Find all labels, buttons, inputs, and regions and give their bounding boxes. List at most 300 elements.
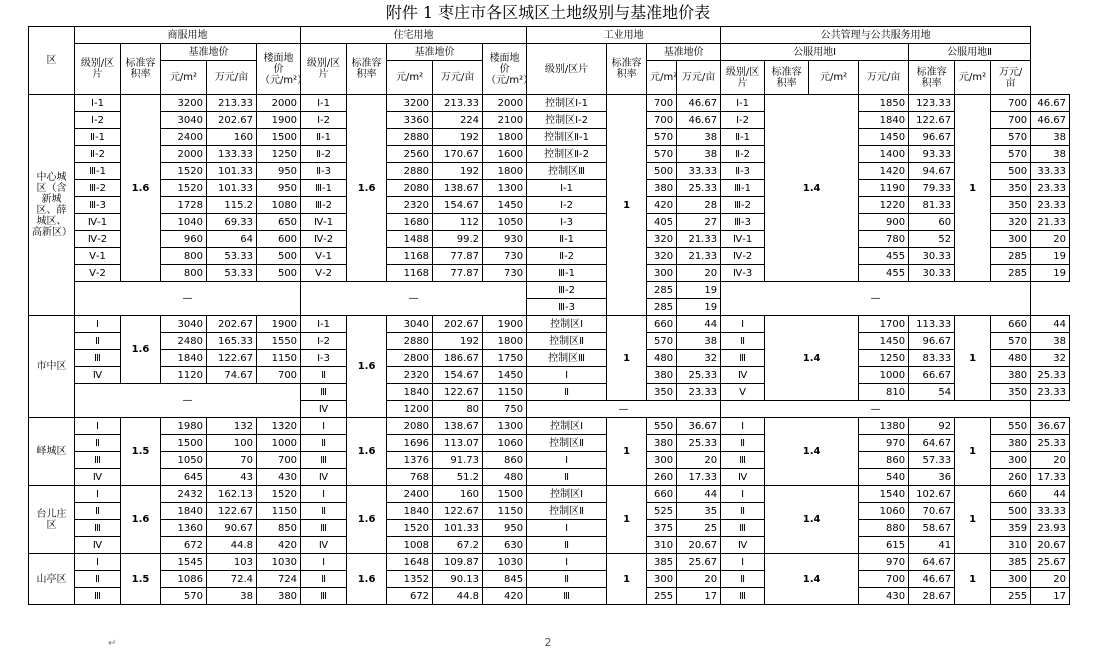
public1-yuan: 1420 — [859, 163, 909, 180]
residential-wan: 224 — [433, 112, 483, 129]
header-base-price: 基准地价 — [161, 44, 257, 61]
residential-wan: 77.87 — [433, 248, 483, 265]
public2-wan: 33.33 — [1031, 163, 1070, 180]
commercial-wan: 38 — [207, 588, 257, 605]
industrial-wan: 38 — [677, 129, 721, 146]
commercial-wan: 202.67 — [207, 316, 257, 333]
industrial-wan: 21.33 — [677, 231, 721, 248]
residential-wan: 109.87 — [433, 554, 483, 571]
industrial-yuan: 285 — [647, 299, 677, 316]
public2-wan: 38 — [1031, 129, 1070, 146]
residential-floor: 1150 — [483, 503, 527, 520]
residential-far: 1.6 — [347, 554, 387, 605]
commercial-yuan: 3200 — [161, 95, 207, 112]
residential-wan: 154.67 — [433, 367, 483, 384]
commercial-yuan: 1120 — [161, 367, 207, 384]
industrial-yuan: 320 — [647, 231, 677, 248]
residential-floor: 1800 — [483, 163, 527, 180]
table-row — [29, 486, 1070, 503]
residential-yuan: 3360 — [387, 112, 433, 129]
public1-yuan: 1700 — [859, 316, 909, 333]
industrial-far: 1 — [607, 316, 647, 401]
public2-wan: 46.67 — [1031, 95, 1070, 112]
residential-wan: 113.07 — [433, 435, 483, 452]
commercial-wan: 70 — [207, 452, 257, 469]
commercial-yuan: 960 — [161, 231, 207, 248]
commercial-level: Ⅰ — [75, 554, 121, 571]
residential-yuan: 1840 — [387, 503, 433, 520]
district-name: 中心城区（含新城区、薛城区、高新区） — [29, 95, 75, 316]
industrial-yuan: 420 — [647, 197, 677, 214]
residential-wan: 138.67 — [433, 418, 483, 435]
public2-far: 1 — [955, 486, 991, 554]
public1-wan: 83.33 — [909, 350, 955, 367]
header-yuan: 元/m² — [647, 61, 677, 95]
commercial-yuan: 1980 — [161, 418, 207, 435]
commercial-floor: 500 — [257, 265, 301, 282]
public1-wan: 30.33 — [909, 248, 955, 265]
residential-floor: 1600 — [483, 146, 527, 163]
table-row — [29, 146, 1070, 163]
residential-level: Ⅳ — [301, 469, 347, 486]
commercial-floor: 700 — [257, 367, 301, 384]
public1-yuan: 1540 — [859, 486, 909, 503]
table-row — [29, 350, 1070, 367]
public1-level: Ⅴ — [721, 384, 765, 401]
public1-level: Ⅳ — [721, 367, 765, 384]
residential-yuan: 768 — [387, 469, 433, 486]
commercial-wan: 103 — [207, 554, 257, 571]
public1-yuan: 780 — [859, 231, 909, 248]
industrial-yuan: 380 — [647, 180, 677, 197]
industrial-level: Ⅰ — [527, 554, 607, 571]
public1-wan: 28.67 — [909, 588, 955, 605]
residential-wan: 91.73 — [433, 452, 483, 469]
industrial-wan: 44 — [677, 316, 721, 333]
industrial-wan: 23.33 — [677, 384, 721, 401]
commercial-floor: 1550 — [257, 333, 301, 350]
commercial-floor: 430 — [257, 469, 301, 486]
commercial-yuan: 570 — [161, 588, 207, 605]
industrial-yuan: 310 — [647, 537, 677, 554]
residential-level: Ⅰ-2 — [301, 333, 347, 350]
residential-yuan: 2080 — [387, 418, 433, 435]
residential-yuan: 1352 — [387, 571, 433, 588]
table-row — [29, 129, 1070, 146]
public1-yuan: 1190 — [859, 180, 909, 197]
commercial-far: 1.6 — [121, 95, 161, 282]
industrial-yuan: 300 — [647, 265, 677, 282]
residential-yuan: 1680 — [387, 214, 433, 231]
residential-floor: 1030 — [483, 554, 527, 571]
commercial-wan: 74.67 — [207, 367, 257, 384]
residential-yuan: 2320 — [387, 197, 433, 214]
public1-level: Ⅰ — [721, 486, 765, 503]
residential-level: Ⅲ-1 — [301, 180, 347, 197]
public2-yuan: 350 — [991, 384, 1031, 401]
residential-wan: 51.2 — [433, 469, 483, 486]
public1-yuan: 1000 — [859, 367, 909, 384]
residential-yuan: 2880 — [387, 333, 433, 350]
public2-wan: 20 — [1031, 452, 1070, 469]
industrial-wan: 21.33 — [677, 248, 721, 265]
industrial-level: 控制区Ⅱ — [527, 333, 607, 350]
residential-yuan: 1696 — [387, 435, 433, 452]
commercial-yuan: 1040 — [161, 214, 207, 231]
commercial-floor: 1030 — [257, 554, 301, 571]
header-yuan: 元/m² — [161, 61, 207, 95]
public2-wan: 23.33 — [1031, 197, 1070, 214]
industrial-level: Ⅰ-1 — [527, 180, 607, 197]
public1-yuan: 1220 — [859, 197, 909, 214]
industrial-level: Ⅰ — [527, 520, 607, 537]
industrial-level: Ⅰ-3 — [527, 214, 607, 231]
residential-wan: 213.33 — [433, 95, 483, 112]
public1-yuan: 810 — [859, 384, 909, 401]
public1-wan: 123.33 — [909, 95, 955, 112]
public1-level: Ⅳ-2 — [721, 248, 765, 265]
residential-level: Ⅴ-1 — [301, 248, 347, 265]
public1-level: Ⅳ — [721, 469, 765, 486]
header-base-price: 基准地价 — [387, 44, 483, 61]
commercial-floor: 500 — [257, 248, 301, 265]
industrial-yuan: 500 — [647, 163, 677, 180]
commercial-floor: 950 — [257, 163, 301, 180]
residential-wan: 154.67 — [433, 197, 483, 214]
residential-far: 1.6 — [347, 316, 387, 418]
industrial-level: 控制区Ⅲ — [527, 350, 607, 367]
public2-yuan: 660 — [991, 486, 1031, 503]
residential-floor: 630 — [483, 537, 527, 554]
public1-wan: 52 — [909, 231, 955, 248]
commercial-wan: 101.33 — [207, 180, 257, 197]
public2-far: 1 — [955, 316, 991, 401]
commercial-wan: 165.33 — [207, 333, 257, 350]
public1-level: Ⅰ-2 — [721, 112, 765, 129]
commercial-floor: 1320 — [257, 418, 301, 435]
public2-yuan: 660 — [991, 316, 1031, 333]
table-row — [29, 588, 1070, 605]
residential-level: Ⅳ-2 — [301, 231, 347, 248]
industrial-level: Ⅰ-2 — [527, 197, 607, 214]
residential-level: Ⅴ-2 — [301, 265, 347, 282]
commercial-level: Ⅱ — [75, 333, 121, 350]
commercial-level: Ⅰ-1 — [75, 95, 121, 112]
commercial-level: Ⅲ-3 — [75, 197, 121, 214]
residential-level: Ⅳ — [301, 401, 347, 418]
industrial-level: 控制区Ⅲ — [527, 163, 607, 180]
table-row — [29, 231, 1070, 248]
commercial-floor: 420 — [257, 537, 301, 554]
commercial-floor: 1080 — [257, 197, 301, 214]
public2-yuan: 700 — [991, 112, 1031, 129]
public1-far: 1.4 — [765, 418, 859, 486]
public2-yuan: 700 — [991, 95, 1031, 112]
public1-yuan: 540 — [859, 469, 909, 486]
industrial-yuan: 405 — [647, 214, 677, 231]
public2-yuan: 570 — [991, 146, 1031, 163]
residential-wan: 90.13 — [433, 571, 483, 588]
table-row — [29, 452, 1070, 469]
industrial-wan: 20.67 — [677, 537, 721, 554]
land-price-table — [28, 26, 1070, 605]
industrial-yuan: 260 — [647, 469, 677, 486]
header-level: 级别/区片 — [527, 44, 607, 95]
public2-wan: 21.33 — [1031, 214, 1070, 231]
industrial-wan: 36.67 — [677, 418, 721, 435]
residential-yuan: 672 — [387, 588, 433, 605]
header-wan: 万元/亩 — [433, 61, 483, 95]
public2-wan: 33.33 — [1031, 503, 1070, 520]
commercial-yuan: 1050 — [161, 452, 207, 469]
public1-level: Ⅲ — [721, 520, 765, 537]
public1-level: Ⅲ — [721, 452, 765, 469]
residential-floor: 1050 — [483, 214, 527, 231]
public1-wan: 36 — [909, 469, 955, 486]
residential-level: Ⅰ — [301, 418, 347, 435]
table-row — [29, 554, 1070, 571]
industrial-yuan: 375 — [647, 520, 677, 537]
public1-far: 1.4 — [765, 554, 859, 605]
residential-wan: 122.67 — [433, 384, 483, 401]
public1-wan: 93.33 — [909, 146, 955, 163]
commercial-level: Ⅲ-2 — [75, 180, 121, 197]
header-yuan: 元/m² — [809, 61, 859, 95]
public2-yuan: 350 — [991, 180, 1031, 197]
commercial-yuan: 3040 — [161, 316, 207, 333]
header-commercial: 商服用地 — [75, 27, 301, 44]
residential-yuan: 2400 — [387, 486, 433, 503]
commercial-level: Ⅱ — [75, 503, 121, 520]
public1-wan: 79.33 — [909, 180, 955, 197]
public1-wan: 54 — [909, 384, 955, 401]
commercial-floor: 1900 — [257, 112, 301, 129]
commercial-wan: 122.67 — [207, 503, 257, 520]
header-base-price: 基准地价 — [647, 44, 721, 61]
residential-wan: 99.2 — [433, 231, 483, 248]
table-row — [29, 197, 1070, 214]
industrial-yuan: 660 — [647, 316, 677, 333]
industrial-level: 控制区Ⅰ — [527, 316, 607, 333]
residential-floor: 1150 — [483, 384, 527, 401]
commercial-level: Ⅱ — [75, 571, 121, 588]
residential-yuan: 2320 — [387, 367, 433, 384]
public1-yuan: 430 — [859, 588, 909, 605]
residential-yuan: 2800 — [387, 350, 433, 367]
public2-wan: 44 — [1031, 316, 1070, 333]
public2-yuan: 570 — [991, 333, 1031, 350]
public2-wan: 25.33 — [1031, 435, 1070, 452]
public2-yuan: 385 — [991, 554, 1031, 571]
residential-floor: 1900 — [483, 316, 527, 333]
public1-yuan: 1840 — [859, 112, 909, 129]
commercial-wan: 69.33 — [207, 214, 257, 231]
public1-level: Ⅱ-1 — [721, 129, 765, 146]
residential-wan: 122.67 — [433, 503, 483, 520]
district-name: 峄城区 — [29, 418, 75, 486]
industrial-level: Ⅱ — [527, 384, 607, 401]
residential-level: Ⅰ-1 — [301, 95, 347, 112]
commercial-floor: 1900 — [257, 316, 301, 333]
commercial-wan: 44.8 — [207, 537, 257, 554]
industrial-wan: 25.67 — [677, 554, 721, 571]
commercial-wan: 115.2 — [207, 197, 257, 214]
residential-yuan: 1376 — [387, 452, 433, 469]
industrial-level: 控制区Ⅰ — [527, 486, 607, 503]
commercial-level: Ⅲ-1 — [75, 163, 121, 180]
industrial-yuan: 525 — [647, 503, 677, 520]
residential-floor: 1800 — [483, 129, 527, 146]
residential-floor: 1750 — [483, 350, 527, 367]
public1-wan: 94.67 — [909, 163, 955, 180]
industrial-wan: 19 — [677, 299, 721, 316]
table-row — [29, 333, 1070, 350]
public2-wan: 23.33 — [1031, 180, 1070, 197]
commercial-yuan: 1840 — [161, 503, 207, 520]
public1-wan: 57.33 — [909, 452, 955, 469]
residential-yuan: 1200 — [387, 401, 433, 418]
residential-floor: 750 — [483, 401, 527, 418]
residential-floor: 860 — [483, 452, 527, 469]
industrial-yuan: 320 — [647, 248, 677, 265]
commercial-level: Ⅱ-1 — [75, 129, 121, 146]
commercial-yuan: 1545 — [161, 554, 207, 571]
industrial-wan: 25 — [677, 520, 721, 537]
public2-yuan: 570 — [991, 129, 1031, 146]
table-row — [29, 163, 1070, 180]
industrial-yuan: 255 — [647, 588, 677, 605]
public2-yuan: 380 — [991, 367, 1031, 384]
commercial-level: Ⅰ — [75, 486, 121, 503]
industrial-level: Ⅱ — [527, 469, 607, 486]
commercial-wan: 202.67 — [207, 112, 257, 129]
public2-yuan: 285 — [991, 248, 1031, 265]
industrial-wan: 28 — [677, 197, 721, 214]
public2-wan: 20 — [1031, 571, 1070, 588]
commercial-floor: 1520 — [257, 486, 301, 503]
public1-level: Ⅱ — [721, 503, 765, 520]
header-level: 级别/区片 — [75, 44, 121, 95]
commercial-yuan: 672 — [161, 537, 207, 554]
residential-level: Ⅱ — [301, 503, 347, 520]
public2-yuan: 380 — [991, 435, 1031, 452]
residential-wan: 101.33 — [433, 520, 483, 537]
commercial-level: Ⅲ — [75, 350, 121, 367]
public1-wan: 58.67 — [909, 520, 955, 537]
table-row — [29, 180, 1070, 197]
industrial-far: 1 — [607, 95, 647, 316]
public1-level: Ⅱ — [721, 571, 765, 588]
public1-level: Ⅱ — [721, 333, 765, 350]
industrial-level: Ⅱ-2 — [527, 248, 607, 265]
industrial-yuan: 300 — [647, 452, 677, 469]
public1-level: Ⅳ-3 — [721, 265, 765, 282]
residential-floor: 480 — [483, 469, 527, 486]
residential-level: Ⅰ-3 — [301, 350, 347, 367]
public2-wan: 44 — [1031, 486, 1070, 503]
header-floor: 楼面地价（元/m²） — [483, 44, 527, 95]
public2-wan: 38 — [1031, 333, 1070, 350]
industrial-far: 1 — [607, 486, 647, 554]
dash-cell: — — [721, 401, 1031, 418]
public1-level: Ⅱ — [721, 435, 765, 452]
commercial-level: Ⅴ-1 — [75, 248, 121, 265]
commercial-far: 1.5 — [121, 554, 161, 605]
residential-yuan: 1168 — [387, 248, 433, 265]
commercial-floor: 724 — [257, 571, 301, 588]
public1-level: Ⅰ — [721, 316, 765, 333]
public1-level: Ⅰ — [721, 554, 765, 571]
residential-level: Ⅰ — [301, 554, 347, 571]
public1-far: 1.4 — [765, 95, 859, 282]
public1-far: 1.4 — [765, 486, 859, 554]
header-level: 级别/区片 — [301, 44, 347, 95]
residential-yuan: 2080 — [387, 180, 433, 197]
dash-cell: — — [527, 401, 721, 418]
commercial-yuan: 1728 — [161, 197, 207, 214]
residential-floor: 1450 — [483, 367, 527, 384]
residential-level: Ⅰ-2 — [301, 112, 347, 129]
residential-floor: 950 — [483, 520, 527, 537]
commercial-level: Ⅳ — [75, 367, 121, 384]
commercial-wan: 133.33 — [207, 146, 257, 163]
public2-yuan: 550 — [991, 418, 1031, 435]
industrial-yuan: 300 — [647, 571, 677, 588]
table-row — [29, 316, 1070, 333]
residential-level: Ⅲ — [301, 520, 347, 537]
commercial-yuan: 1360 — [161, 520, 207, 537]
residential-yuan: 1840 — [387, 384, 433, 401]
industrial-wan: 17.33 — [677, 469, 721, 486]
public2-wan: 17 — [1031, 588, 1070, 605]
industrial-yuan: 570 — [647, 333, 677, 350]
residential-level: Ⅰ-1 — [301, 316, 347, 333]
commercial-far: 1.6 — [121, 486, 161, 554]
table-row — [29, 214, 1070, 231]
industrial-level: 控制区Ⅱ — [527, 435, 607, 452]
industrial-level: Ⅱ — [527, 537, 607, 554]
industrial-wan: 20 — [677, 452, 721, 469]
industrial-yuan: 700 — [647, 95, 677, 112]
commercial-wan: 100 — [207, 435, 257, 452]
header-level: 级别/区片 — [721, 61, 765, 95]
commercial-yuan: 1520 — [161, 163, 207, 180]
public1-yuan: 1250 — [859, 350, 909, 367]
commercial-yuan: 2480 — [161, 333, 207, 350]
commercial-level: Ⅴ-2 — [75, 265, 121, 282]
industrial-wan: 38 — [677, 146, 721, 163]
public1-yuan: 1060 — [859, 503, 909, 520]
industrial-yuan: 480 — [647, 350, 677, 367]
industrial-yuan: 380 — [647, 435, 677, 452]
residential-yuan: 1520 — [387, 520, 433, 537]
commercial-level: Ⅳ-1 — [75, 214, 121, 231]
commercial-level: Ⅰ — [75, 418, 121, 435]
public1-wan: 66.67 — [909, 367, 955, 384]
residential-level: Ⅲ — [301, 384, 347, 401]
public2-far: 1 — [955, 95, 991, 282]
dash-cell: — — [75, 282, 301, 316]
public2-wan: 19 — [1031, 265, 1070, 282]
residential-level: Ⅳ — [301, 537, 347, 554]
commercial-yuan: 800 — [161, 265, 207, 282]
industrial-wan: 32 — [677, 350, 721, 367]
public2-yuan: 320 — [991, 214, 1031, 231]
header-far: 标准容积率 — [909, 61, 955, 95]
residential-wan: 138.67 — [433, 180, 483, 197]
commercial-wan: 213.33 — [207, 95, 257, 112]
public1-yuan: 615 — [859, 537, 909, 554]
